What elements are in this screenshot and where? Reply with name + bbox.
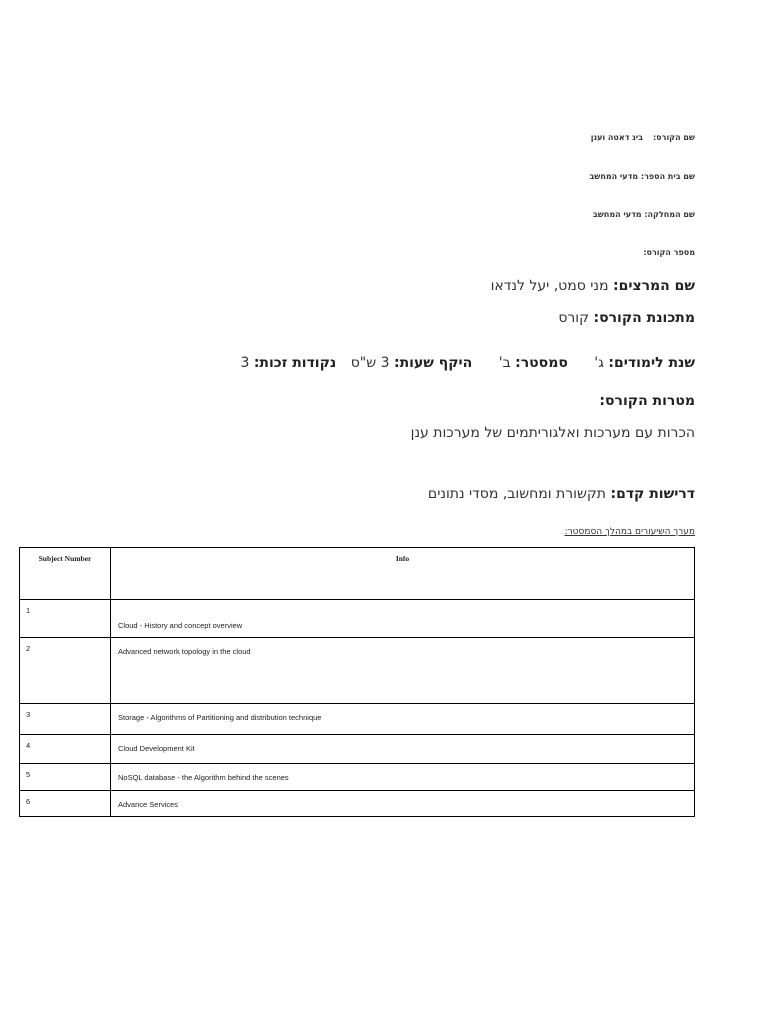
year-value: ג' [594, 355, 604, 371]
department-line [593, 210, 695, 219]
goals-value: הכרות עם מערכות ואלגוריתמים של מערכות ענן [410, 425, 695, 441]
header-subject-number: Subject Number [20, 548, 111, 600]
row-number: 2 [20, 638, 111, 704]
school-line [589, 172, 695, 181]
lecturers-value: מני סמט, יעל לנדאו [490, 278, 609, 294]
course-name-line [591, 133, 695, 142]
row-number: 3 [20, 704, 111, 735]
credits-value: 3 [240, 355, 250, 371]
row-info: Advanced network topology in the cloud [111, 638, 695, 704]
course-name-label: שם הקורס: [652, 133, 695, 142]
details-line [240, 355, 695, 371]
goals-label-line [599, 393, 695, 409]
semester-value: ב' [498, 355, 511, 371]
header-info: Info [111, 548, 695, 600]
department-label: שם המחלקה: [644, 210, 695, 219]
year-label: שנת לימודים: [608, 355, 695, 371]
table-row [20, 638, 695, 704]
course-name-value: ביג דאטה וענן [590, 133, 643, 142]
hours-value: 3 ש"ס [350, 355, 390, 371]
goals-label: מטרות הקורס: [599, 393, 695, 409]
prereq-value: תקשורת ומחשוב, מסדי נתונים [427, 486, 607, 502]
semester-label: סמסטר: [515, 355, 568, 371]
program-value: קורס [558, 310, 590, 326]
school-label: שם בית הספר: [640, 172, 695, 181]
credits-label: נקודות זכות: [253, 355, 337, 371]
row-number: 5 [20, 764, 111, 791]
table-row [20, 704, 695, 735]
row-info: Advance Services [111, 791, 695, 817]
lecturers-label: שם המרצים: [612, 278, 695, 294]
row-number: 6 [20, 791, 111, 817]
table-row [20, 764, 695, 791]
table-row [20, 735, 695, 764]
program-label: מתכונת הקורס: [593, 310, 695, 326]
hours-label: היקף שעות: [394, 355, 473, 371]
row-number: 1 [20, 600, 111, 638]
row-info: Cloud - History and concept overview [111, 600, 695, 638]
row-info: Storage - Algorithms of Partitioning and distribution technique [111, 704, 695, 735]
program-line [558, 310, 695, 326]
course-number-line [643, 248, 695, 257]
row-info: NoSQL database - the Algorithm behind the scenes [111, 764, 695, 791]
table-header-row [20, 548, 695, 600]
row-info: Cloud Development Kit [111, 735, 695, 764]
school-value: מדעי המחשב [589, 172, 639, 181]
table-row [20, 600, 695, 638]
table-row [20, 791, 695, 817]
prereq-line [428, 486, 695, 502]
row-number: 4 [20, 735, 111, 764]
schedule-table [19, 547, 695, 817]
department-value: מדעי המחשב [592, 210, 642, 219]
schedule-title: מערך השיעורים במהלך הסמסטר: [564, 527, 695, 537]
prereq-label: דרישות קדם: [610, 486, 695, 502]
lecturers-line [491, 278, 695, 294]
course-number-label: מספר הקורס: [643, 248, 695, 257]
